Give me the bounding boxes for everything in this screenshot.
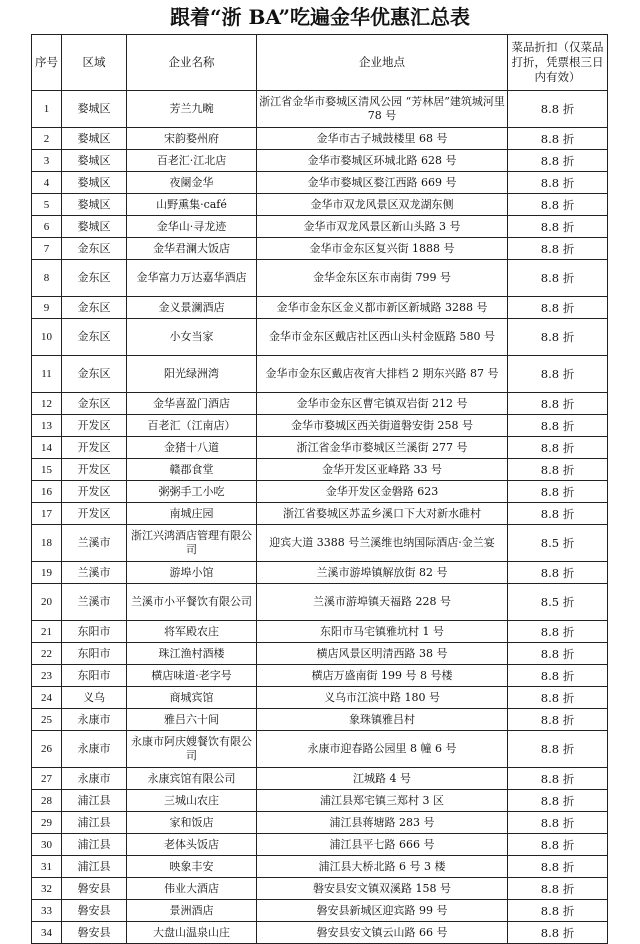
table-row (32, 415, 608, 437)
cell-name: 百老汇·江北店 (127, 150, 257, 172)
cell-discount: 8.8 折 (508, 768, 608, 790)
cell-no: 18 (32, 525, 62, 562)
cell-discount: 8.8 折 (508, 238, 608, 260)
cell-no: 17 (32, 503, 62, 525)
cell-address: 永康市迎春路公园里 8 幢 6 号 (257, 731, 508, 768)
cell-area: 浦江县 (62, 812, 127, 834)
table-row (32, 150, 608, 172)
cell-discount: 8.8 折 (508, 900, 608, 922)
cell-area: 东阳市 (62, 643, 127, 665)
table-row (32, 900, 608, 922)
table-row (32, 194, 608, 216)
cell-no: 13 (32, 415, 62, 437)
cell-discount: 8.8 折 (508, 562, 608, 584)
cell-address: 浙江省婺城区苏孟乡溪口下大对新水碓村 (257, 503, 508, 525)
cell-no: 12 (32, 393, 62, 415)
cell-name: 山野熏集·café (127, 194, 257, 216)
cell-area: 东阳市 (62, 665, 127, 687)
cell-discount: 8.8 折 (508, 687, 608, 709)
cell-no: 32 (32, 878, 62, 900)
cell-name: 芳兰九畹 (127, 91, 257, 128)
cell-discount: 8.8 折 (508, 297, 608, 319)
cell-name: 大盘山温泉山庄 (127, 922, 257, 944)
cell-no: 29 (32, 812, 62, 834)
table-row (32, 687, 608, 709)
cell-discount: 8.8 折 (508, 319, 608, 356)
cell-name: 珠江渔村酒楼 (127, 643, 257, 665)
cell-address: 金华市婺城区婺江西路 669 号 (257, 172, 508, 194)
cell-name: 金华喜盈门酒店 (127, 393, 257, 415)
cell-no: 7 (32, 238, 62, 260)
cell-name: 赣郡食堂 (127, 459, 257, 481)
cell-discount: 8.8 折 (508, 150, 608, 172)
cell-discount: 8.8 折 (508, 922, 608, 944)
cell-name: 百老汇（江南店） (127, 415, 257, 437)
cell-name: 游埠小馆 (127, 562, 257, 584)
cell-address: 兰溪市游埠镇解放街 82 号 (257, 562, 508, 584)
cell-area: 金东区 (62, 319, 127, 356)
cell-name: 家和饭店 (127, 812, 257, 834)
header-discount: 菜品折扣（仅菜品打折，凭票根三日内有效） (508, 35, 608, 91)
cell-name: 将军殿农庄 (127, 621, 257, 643)
table-header-row (32, 35, 608, 91)
table-row (32, 525, 608, 562)
cell-name: 兰溪市小平餐饮有限公司 (127, 584, 257, 621)
cell-area: 开发区 (62, 437, 127, 459)
table-body (32, 91, 608, 944)
cell-name: 永康市阿庆嫂餐饮有限公司 (127, 731, 257, 768)
cell-address: 金华金东区东市南街 799 号 (257, 260, 508, 297)
cell-area: 金东区 (62, 393, 127, 415)
cell-address: 金华开发区亚峰路 33 号 (257, 459, 508, 481)
header-no: 序号 (32, 35, 62, 91)
cell-name: 粥粥手工小吃 (127, 481, 257, 503)
cell-discount: 8.8 折 (508, 128, 608, 150)
header-area: 区域 (62, 35, 127, 91)
cell-no: 26 (32, 731, 62, 768)
cell-address: 象珠镇雅吕村 (257, 709, 508, 731)
table-row (32, 709, 608, 731)
cell-discount: 8.8 折 (508, 216, 608, 238)
cell-address: 金华市婺城区环城北路 628 号 (257, 150, 508, 172)
cell-discount: 8.8 折 (508, 731, 608, 768)
cell-discount: 8.8 折 (508, 459, 608, 481)
cell-name: 宋韵婺州府 (127, 128, 257, 150)
cell-area: 永康市 (62, 709, 127, 731)
discount-table (31, 34, 608, 944)
cell-name: 商城宾馆 (127, 687, 257, 709)
cell-no: 34 (32, 922, 62, 944)
cell-discount: 8.8 折 (508, 393, 608, 415)
cell-address: 义乌市江滨中路 180 号 (257, 687, 508, 709)
table-row (32, 238, 608, 260)
cell-area: 婺城区 (62, 91, 127, 128)
header-name: 企业名称 (127, 35, 257, 91)
table-row (32, 584, 608, 621)
cell-address: 金华市古子城鼓楼里 68 号 (257, 128, 508, 150)
cell-no: 10 (32, 319, 62, 356)
cell-address: 金华市金东区金义都市新区新城路 3288 号 (257, 297, 508, 319)
cell-address: 浦江县蒋塘路 283 号 (257, 812, 508, 834)
cell-area: 金东区 (62, 356, 127, 393)
table-row (32, 562, 608, 584)
cell-discount: 8.8 折 (508, 878, 608, 900)
cell-no: 2 (32, 128, 62, 150)
cell-name: 金华君澜大饭店 (127, 238, 257, 260)
cell-area: 婺城区 (62, 216, 127, 238)
table-row (32, 459, 608, 481)
cell-area: 婺城区 (62, 128, 127, 150)
cell-address: 金华市双龙风景区新山头路 3 号 (257, 216, 508, 238)
cell-address: 金华市金东区戴店社区西山头村金瓯路 580 号 (257, 319, 508, 356)
cell-no: 20 (32, 584, 62, 621)
cell-area: 磐安县 (62, 922, 127, 944)
cell-no: 4 (32, 172, 62, 194)
cell-address: 浙江省金华市婺城区清风公园 “芳林居”建筑城河里 78 号 (257, 91, 508, 128)
cell-no: 14 (32, 437, 62, 459)
cell-area: 磐安县 (62, 878, 127, 900)
cell-name: 夜阑金华 (127, 172, 257, 194)
cell-name: 伟业大酒店 (127, 878, 257, 900)
cell-no: 16 (32, 481, 62, 503)
cell-address: 兰溪市游埠镇天福路 228 号 (257, 584, 508, 621)
cell-area: 浦江县 (62, 834, 127, 856)
cell-name: 金华山·寻龙迹 (127, 216, 257, 238)
cell-discount: 8.8 折 (508, 260, 608, 297)
table-row (32, 216, 608, 238)
cell-no: 21 (32, 621, 62, 643)
cell-area: 婺城区 (62, 194, 127, 216)
cell-area: 开发区 (62, 503, 127, 525)
cell-discount: 8.8 折 (508, 481, 608, 503)
cell-area: 金东区 (62, 297, 127, 319)
cell-area: 开发区 (62, 459, 127, 481)
cell-name: 阳光绿洲湾 (127, 356, 257, 393)
cell-name: 老体头饭店 (127, 834, 257, 856)
cell-discount: 8.8 折 (508, 812, 608, 834)
cell-discount: 8.8 折 (508, 665, 608, 687)
cell-no: 3 (32, 150, 62, 172)
table-row (32, 297, 608, 319)
cell-address: 浦江县大桥北路 6 号 3 楼 (257, 856, 508, 878)
cell-area: 义乌 (62, 687, 127, 709)
table-row (32, 503, 608, 525)
table-row (32, 621, 608, 643)
cell-address: 磐安县安文镇云山路 66 号 (257, 922, 508, 944)
table-row (32, 665, 608, 687)
cell-no: 24 (32, 687, 62, 709)
cell-no: 15 (32, 459, 62, 481)
table-row (32, 731, 608, 768)
cell-area: 金东区 (62, 260, 127, 297)
table-row (32, 437, 608, 459)
cell-address: 磐安县安文镇双溪路 158 号 (257, 878, 508, 900)
table-row (32, 790, 608, 812)
cell-area: 东阳市 (62, 621, 127, 643)
cell-area: 永康市 (62, 768, 127, 790)
cell-discount: 8.8 折 (508, 621, 608, 643)
table-row (32, 356, 608, 393)
cell-address: 金华市双龙风景区双龙湖东侧 (257, 194, 508, 216)
cell-name: 小女当家 (127, 319, 257, 356)
table-row (32, 481, 608, 503)
cell-discount: 8.8 折 (508, 415, 608, 437)
cell-no: 27 (32, 768, 62, 790)
cell-address: 浦江县平七路 666 号 (257, 834, 508, 856)
table-row (32, 319, 608, 356)
cell-no: 23 (32, 665, 62, 687)
cell-name: 三城山农庄 (127, 790, 257, 812)
cell-address: 金华市婺城区西关街道磐安街 258 号 (257, 415, 508, 437)
header-address: 企业地点 (257, 35, 508, 91)
table-row (32, 922, 608, 944)
table-row (32, 878, 608, 900)
cell-name: 永康宾馆有限公司 (127, 768, 257, 790)
table-row (32, 812, 608, 834)
cell-no: 6 (32, 216, 62, 238)
cell-discount: 8.8 折 (508, 437, 608, 459)
table-row (32, 834, 608, 856)
cell-address: 迎宾大道 3388 号兰溪维也纳国际酒店·金兰宴 (257, 525, 508, 562)
cell-area: 永康市 (62, 731, 127, 768)
cell-address: 江城路 4 号 (257, 768, 508, 790)
cell-address: 浙江省金华市婺城区兰溪街 277 号 (257, 437, 508, 459)
cell-name: 景洲酒店 (127, 900, 257, 922)
cell-no: 25 (32, 709, 62, 731)
cell-no: 19 (32, 562, 62, 584)
cell-address: 横店万盛南街 199 号 8 号楼 (257, 665, 508, 687)
cell-address: 金华市金东区复兴街 1888 号 (257, 238, 508, 260)
cell-discount: 8.5 折 (508, 584, 608, 621)
cell-name: 雅吕六十间 (127, 709, 257, 731)
cell-address: 磐安县新城区迎宾路 99 号 (257, 900, 508, 922)
cell-name: 金猪十八道 (127, 437, 257, 459)
cell-name: 横店味道·老字号 (127, 665, 257, 687)
cell-area: 婺城区 (62, 172, 127, 194)
cell-no: 22 (32, 643, 62, 665)
cell-address: 横店风景区明清西路 38 号 (257, 643, 508, 665)
cell-area: 浦江县 (62, 790, 127, 812)
cell-discount: 8.5 折 (508, 525, 608, 562)
cell-no: 1 (32, 91, 62, 128)
cell-discount: 8.8 折 (508, 91, 608, 128)
cell-address: 金华开发区金磐路 623 (257, 481, 508, 503)
cell-discount: 8.8 折 (508, 194, 608, 216)
cell-address: 浦江县郑宅镇三郑村 3 区 (257, 790, 508, 812)
cell-discount: 8.8 折 (508, 709, 608, 731)
cell-address: 金华市金东区戴店夜宵大排档 2 期东兴路 87 号 (257, 356, 508, 393)
table-row (32, 91, 608, 128)
cell-name: 映象丰安 (127, 856, 257, 878)
cell-no: 5 (32, 194, 62, 216)
table-row (32, 643, 608, 665)
table-row (32, 856, 608, 878)
table-row (32, 393, 608, 415)
cell-area: 金东区 (62, 238, 127, 260)
cell-discount: 8.8 折 (508, 856, 608, 878)
table-row (32, 128, 608, 150)
cell-no: 8 (32, 260, 62, 297)
cell-name: 金华富力万达嘉华酒店 (127, 260, 257, 297)
cell-name: 金义景澜酒店 (127, 297, 257, 319)
cell-area: 磐安县 (62, 900, 127, 922)
page-title: 跟着“浙 BA”吃遍金华优惠汇总表 (169, 5, 471, 29)
table-row (32, 768, 608, 790)
table-row (32, 172, 608, 194)
cell-address: 金华市金东区曹宅镇双岩街 212 号 (257, 393, 508, 415)
cell-name: 浙江兴鸿酒店管理有限公司 (127, 525, 257, 562)
cell-no: 33 (32, 900, 62, 922)
cell-area: 兰溪市 (62, 525, 127, 562)
cell-discount: 8.8 折 (508, 172, 608, 194)
table-row (32, 260, 608, 297)
cell-discount: 8.8 折 (508, 356, 608, 393)
cell-area: 兰溪市 (62, 562, 127, 584)
cell-discount: 8.8 折 (508, 834, 608, 856)
cell-discount: 8.8 折 (508, 503, 608, 525)
cell-area: 婺城区 (62, 150, 127, 172)
cell-address: 东阳市马宅镇雅坑村 1 号 (257, 621, 508, 643)
cell-name: 南城庄园 (127, 503, 257, 525)
cell-no: 9 (32, 297, 62, 319)
cell-no: 28 (32, 790, 62, 812)
cell-no: 30 (32, 834, 62, 856)
cell-area: 开发区 (62, 415, 127, 437)
cell-area: 兰溪市 (62, 584, 127, 621)
cell-discount: 8.8 折 (508, 643, 608, 665)
cell-area: 浦江县 (62, 856, 127, 878)
cell-discount: 8.8 折 (508, 790, 608, 812)
cell-no: 11 (32, 356, 62, 393)
cell-area: 开发区 (62, 481, 127, 503)
cell-no: 31 (32, 856, 62, 878)
